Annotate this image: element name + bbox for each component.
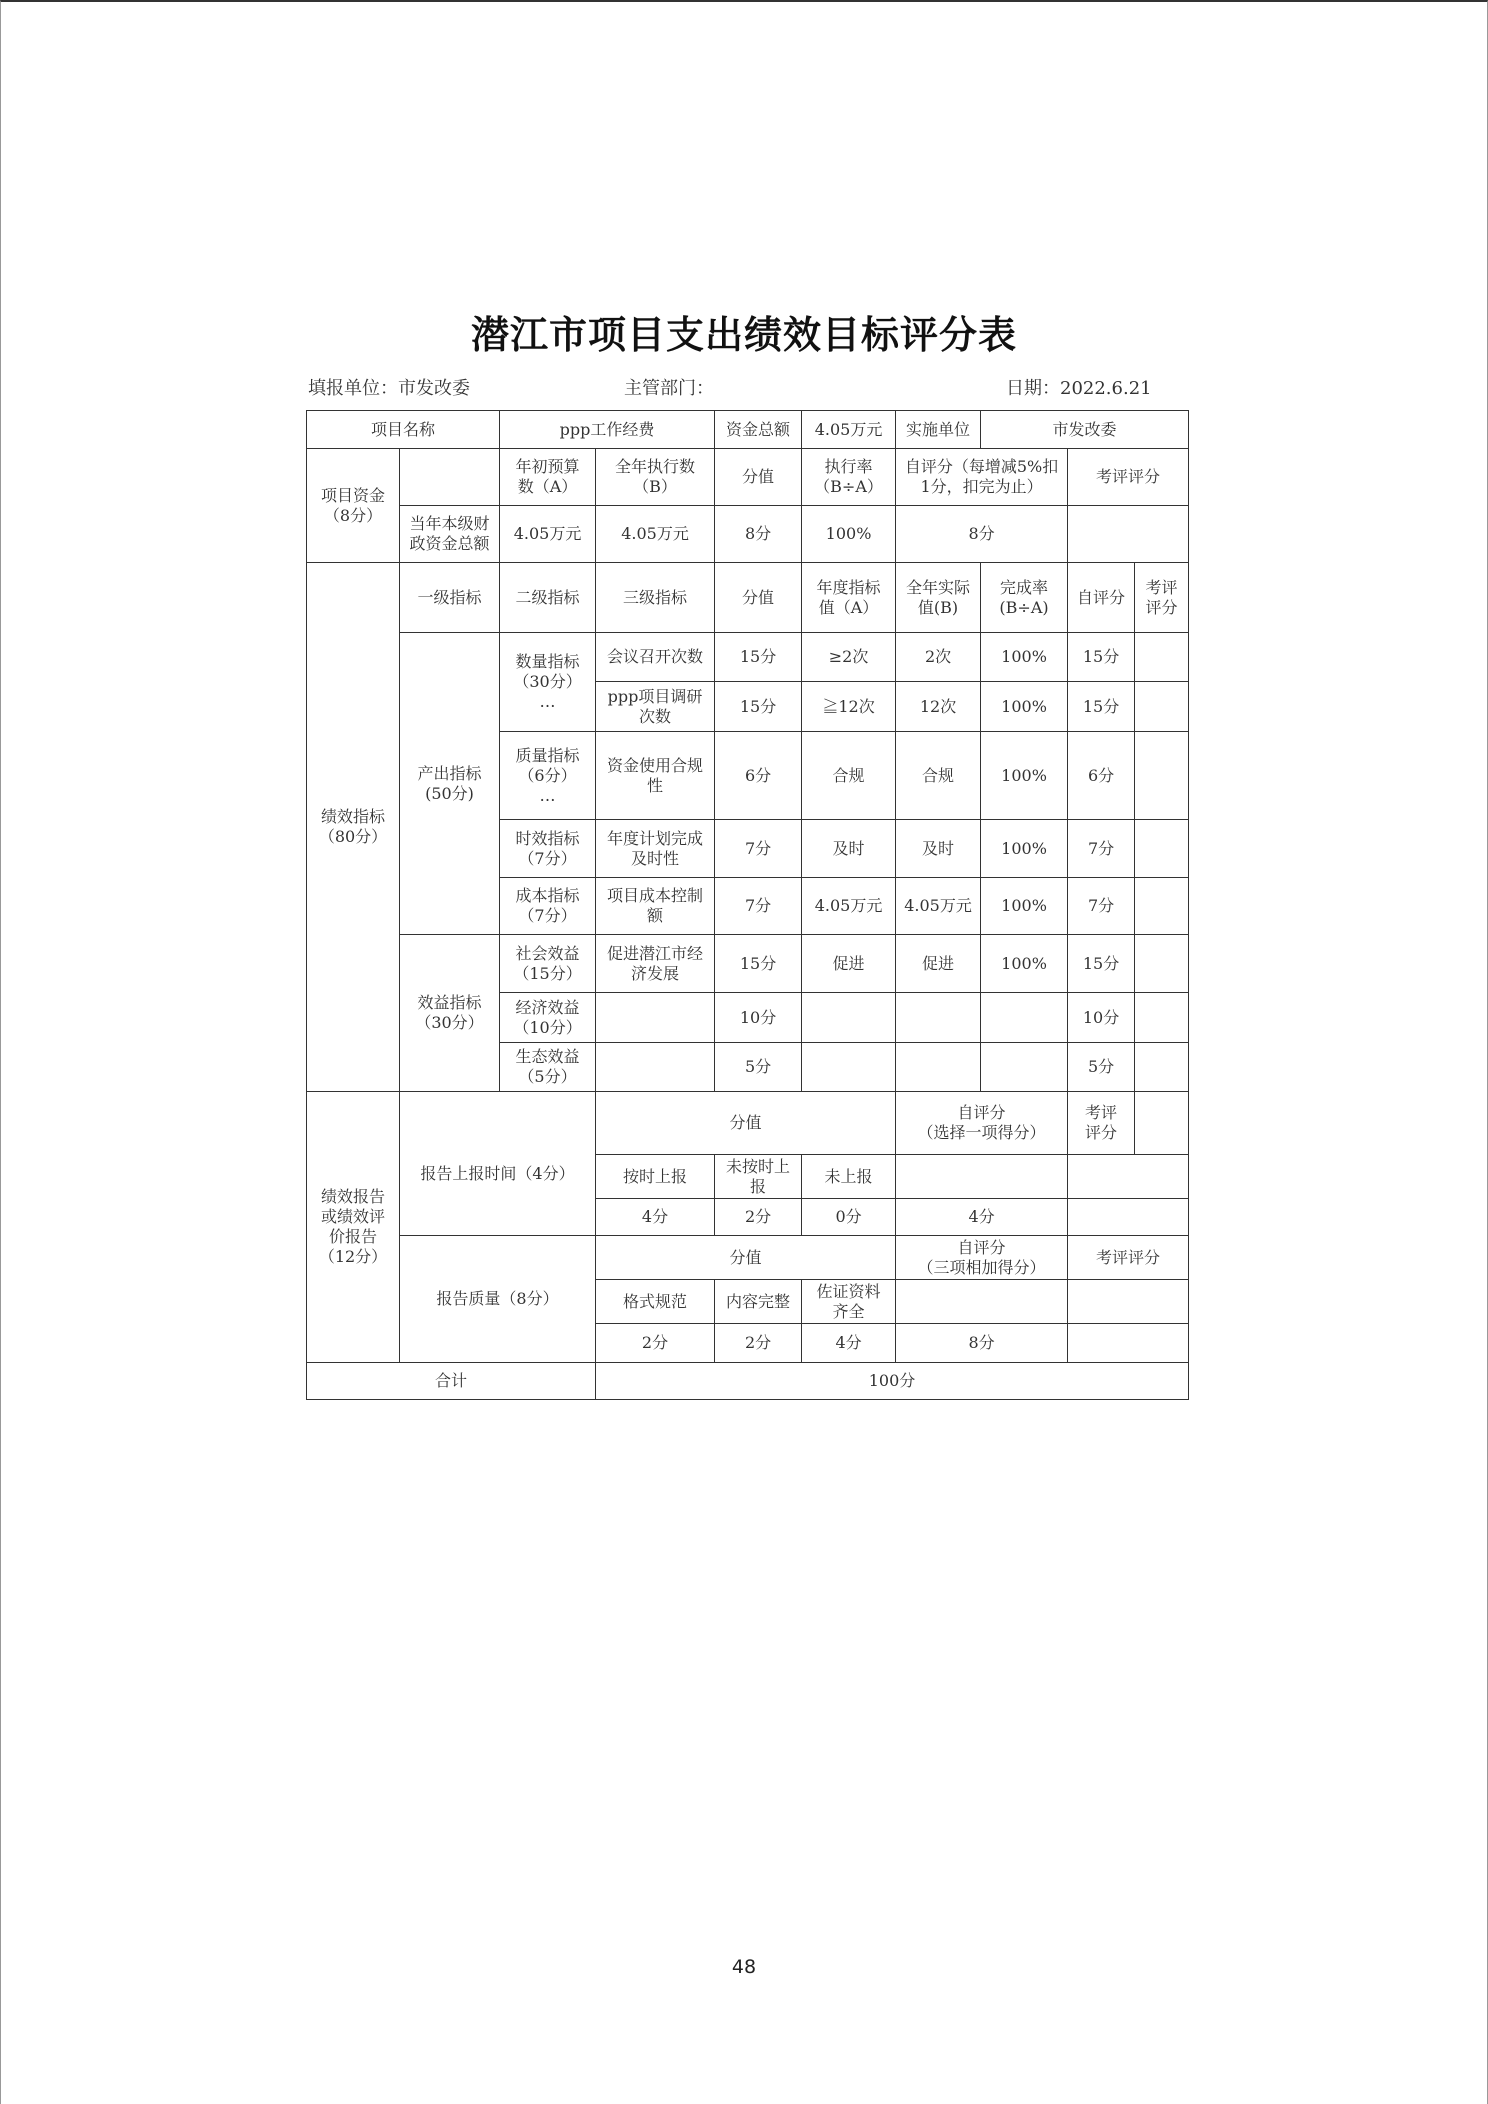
target-cell: 促进	[802, 935, 896, 993]
self-score-cell: 10分	[1068, 993, 1135, 1043]
report-time-review-cell	[1068, 1155, 1189, 1199]
exec-rate-value: 100%	[802, 506, 896, 563]
evidence-option: 佐证资料 齐全	[802, 1280, 896, 1324]
report-quality-review-cell	[1068, 1280, 1189, 1324]
completion-cell	[981, 993, 1068, 1043]
report-time-self-header: 自评分 （选择一项得分）	[896, 1092, 1068, 1155]
target-cell: 及时	[802, 820, 896, 878]
fill-unit: 填报单位：市发改委	[308, 378, 470, 399]
evidence-score: 4分	[802, 1324, 896, 1363]
not-reported-score: 0分	[802, 1199, 896, 1236]
score-cell: 7分	[715, 820, 802, 878]
target-cell	[802, 1043, 896, 1092]
report-time-score-header: 分值	[596, 1092, 896, 1155]
perf-score-header: 分值	[715, 563, 802, 633]
level2-header: 二级指标	[500, 563, 596, 633]
level3-cell: 资金使用合规 性	[596, 732, 715, 820]
actual-cell	[896, 993, 981, 1043]
report-time-header-row	[307, 1092, 1189, 1155]
report-quality-review-header: 考评评分	[1068, 1236, 1189, 1280]
on-time-score: 4分	[596, 1199, 715, 1236]
score-cell: 7分	[715, 878, 802, 935]
report-time-self-score: 4分	[896, 1199, 1068, 1236]
completion-cell: 100%	[981, 820, 1068, 878]
level3-cell	[596, 1043, 715, 1092]
review-score-cell	[1135, 732, 1189, 820]
fund-total-value: 4.05万元	[802, 411, 896, 449]
report-date: 日期：2022.6.21	[1006, 378, 1152, 399]
impl-unit-value: 市发改委	[981, 411, 1189, 449]
report-quality-self-score: 8分	[896, 1324, 1068, 1363]
report-quality-self-header: 自评分 （三项相加得分）	[896, 1236, 1068, 1280]
page-number: 48	[731, 1956, 757, 1978]
actual-cell: 促进	[896, 935, 981, 993]
target-cell: ≧12次	[802, 682, 896, 732]
score-cell: 10分	[715, 993, 802, 1043]
report-time-review-blank	[1135, 1092, 1189, 1155]
self-score-cell: 7分	[1068, 878, 1135, 935]
level2-cell: 质量指标 （6分） …	[500, 732, 596, 820]
report-quality-score-header: 分值	[596, 1236, 896, 1280]
funds-row-label: 当年本级财 政资金总额	[400, 506, 500, 563]
funds-review-header: 考评评分	[1068, 449, 1189, 506]
target-cell	[802, 993, 896, 1043]
level3-cell: ppp项目调研 次数	[596, 682, 715, 732]
perf-review-header: 考评 评分	[1135, 563, 1189, 633]
review-score-cell	[1135, 682, 1189, 732]
level2-cell: 社会效益 （15分）	[500, 935, 596, 993]
content-score: 2分	[715, 1324, 802, 1363]
report-quality-label: 报告质量（8分）	[400, 1236, 596, 1363]
funds-score-header: 分值	[715, 449, 802, 506]
table-row	[307, 633, 1189, 682]
actual-cell: 及时	[896, 820, 981, 878]
target-header: 年度指标 值（A）	[802, 563, 896, 633]
late-option: 未按时上 报	[715, 1155, 802, 1199]
perf-header-row	[307, 563, 1189, 633]
self-score-cell: 15分	[1068, 935, 1135, 993]
completion-cell: 100%	[981, 878, 1068, 935]
level3-cell: 促进潜江市经 济发展	[596, 935, 715, 993]
supervising-department: 主管部门：	[624, 378, 714, 399]
perf-section-label: 绩效指标 （80分）	[307, 563, 400, 1092]
review-score-cell	[1135, 820, 1189, 878]
level3-cell: 项目成本控制 额	[596, 878, 715, 935]
score-cell: 5分	[715, 1043, 802, 1092]
total-row	[307, 1363, 1189, 1400]
not-reported-option: 未上报	[802, 1155, 896, 1199]
level3-cell: 会议召开次数	[596, 633, 715, 682]
actual-header: 全年实际 值(B)	[896, 563, 981, 633]
total-value: 100分	[596, 1363, 1189, 1400]
format-option: 格式规范	[596, 1280, 715, 1324]
level1-header: 一级指标	[400, 563, 500, 633]
completion-cell	[981, 1043, 1068, 1092]
project-row	[307, 411, 1189, 449]
format-score: 2分	[596, 1324, 715, 1363]
score-cell: 15分	[715, 633, 802, 682]
on-time-option: 按时上报	[596, 1155, 715, 1199]
actual-cell: 4.05万元	[896, 878, 981, 935]
table-row	[307, 935, 1189, 993]
self-score-cell: 6分	[1068, 732, 1135, 820]
level3-cell: 年度计划完成 及时性	[596, 820, 715, 878]
review-score-cell	[1135, 633, 1189, 682]
level3-header: 三级指标	[596, 563, 715, 633]
level2-cell: 成本指标 （7分）	[500, 878, 596, 935]
report-quality-header-row	[307, 1236, 1189, 1280]
report-section-label: 绩效报告 或绩效评 价报告 （12分）	[307, 1092, 400, 1363]
level2-cell: 经济效益 （10分）	[500, 993, 596, 1043]
perf-self-header: 自评分	[1068, 563, 1135, 633]
level2-cell: 数量指标 （30分） …	[500, 633, 596, 732]
self-score-cell: 15分	[1068, 633, 1135, 682]
actual-cell: 12次	[896, 682, 981, 732]
budget-value: 4.05万元	[500, 506, 596, 563]
benefit-indicator-label: 效益指标 （30分）	[400, 935, 500, 1092]
review-score-cell	[1135, 935, 1189, 993]
funds-header-row	[307, 449, 1189, 506]
exec-value: 4.05万元	[596, 506, 715, 563]
funds-review-value	[1068, 506, 1189, 563]
report-time-review-header: 考评 评分	[1068, 1092, 1135, 1155]
level3-cell	[596, 993, 715, 1043]
completion-cell: 100%	[981, 682, 1068, 732]
target-cell: 4.05万元	[802, 878, 896, 935]
level2-cell: 生态效益 （5分）	[500, 1043, 596, 1092]
review-score-cell	[1135, 878, 1189, 935]
project-name-value: ppp工作经费	[500, 411, 715, 449]
funds-score-value: 8分	[715, 506, 802, 563]
exec-rate-header: 执行率 （B÷A）	[802, 449, 896, 506]
completion-cell: 100%	[981, 935, 1068, 993]
review-score-cell	[1135, 993, 1189, 1043]
score-cell: 6分	[715, 732, 802, 820]
actual-cell: 合规	[896, 732, 981, 820]
funds-value-row	[307, 506, 1189, 563]
budget-header: 年初预算 数（A）	[500, 449, 596, 506]
actual-cell: 2次	[896, 633, 981, 682]
target-cell: 合规	[802, 732, 896, 820]
funds-blank-cell	[400, 449, 500, 506]
report-time-label: 报告上报时间（4分）	[400, 1092, 596, 1236]
project-name-label: 项目名称	[307, 411, 500, 449]
self-score-cell: 7分	[1068, 820, 1135, 878]
self-score-cell: 5分	[1068, 1043, 1135, 1092]
self-score-cell: 15分	[1068, 682, 1135, 732]
content-option: 内容完整	[715, 1280, 802, 1324]
total-label: 合计	[307, 1363, 596, 1400]
report-quality-review-score	[1068, 1324, 1189, 1363]
target-cell: ≥2次	[802, 633, 896, 682]
funds-section-label: 项目资金 （8分）	[307, 449, 400, 563]
funds-self-value: 8分	[896, 506, 1068, 563]
exec-header: 全年执行数 （B）	[596, 449, 715, 506]
impl-unit-label: 实施单位	[896, 411, 981, 449]
fund-total-label: 资金总额	[715, 411, 802, 449]
score-table	[306, 410, 1189, 1400]
report-time-self-blank	[896, 1155, 1068, 1199]
actual-cell	[896, 1043, 981, 1092]
completion-header: 完成率 (B÷A)	[981, 563, 1068, 633]
completion-cell: 100%	[981, 732, 1068, 820]
report-time-review-score	[1068, 1199, 1189, 1236]
score-cell: 15分	[715, 935, 802, 993]
funds-self-header: 自评分（每增减5%扣 1分，扣完为止）	[896, 449, 1068, 506]
score-cell: 15分	[715, 682, 802, 732]
late-score: 2分	[715, 1199, 802, 1236]
output-indicator-label: 产出指标 (50分)	[400, 633, 500, 935]
page-title: 潜江市项目支出绩效目标评分表	[470, 312, 1017, 357]
report-quality-self-blank	[896, 1280, 1068, 1324]
level2-cell: 时效指标 （7分）	[500, 820, 596, 878]
completion-cell: 100%	[981, 633, 1068, 682]
review-score-cell	[1135, 1043, 1189, 1092]
